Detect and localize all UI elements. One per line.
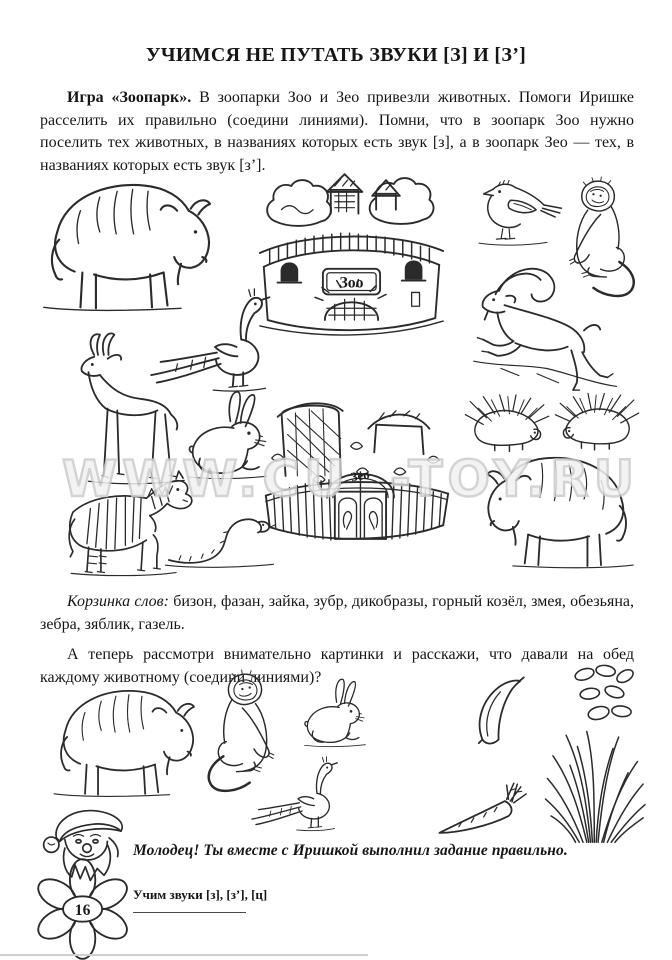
intro-text: В зоопарки Зоо и Зео привезли животных. Помоги Иришке расселить их правильно (соедини линиями). Помни, что в зоопарк Зоо нужно поселить тех животных, в названиях которых есть звук [з], а в зоопарк Зео — тех, в названиях которых есть звук [з’]. (40, 89, 634, 174)
page-number-flower (20, 860, 152, 958)
page-title: УЧИМСЯ НЕ ПУТАТЬ ЗВУКИ [З] И [З’] (145, 44, 527, 66)
bison2-illustration (462, 445, 640, 575)
grains-illustration (562, 662, 644, 728)
basket-lead: Корзинка слов: (67, 593, 169, 610)
footer-series-text: Учим звуки [з], [з’], [ц] (133, 887, 268, 902)
praise-text: Молодец! Ты вместе с Иришкой выполнил задание правильно. (133, 842, 568, 859)
zoo-sign-zeo: Зео (349, 467, 371, 485)
task2-paragraph: А теперь рассмотри внимательно картинки и расскажи, что давали на обед каждому животному (соедини линиями)? (40, 646, 634, 686)
footer-underline (133, 912, 246, 913)
mountain-goat-illustration (442, 260, 632, 400)
page-number: 16 (74, 901, 91, 919)
carrot-illustration (432, 778, 530, 840)
basket-paragraph (40, 591, 634, 636)
pheasant-illustration-2 (222, 754, 374, 832)
watermark-right: -TOY.RU (390, 450, 640, 508)
banana-illustration (468, 674, 540, 752)
zoo-building-zeo (256, 388, 458, 553)
snake-illustration (162, 500, 282, 572)
zoo-sign-zoo: Зоо (339, 274, 364, 292)
watermark-left: WWW.CU (62, 450, 350, 508)
intro-paragraph (40, 87, 634, 177)
grass-illustration (532, 724, 650, 846)
intro-lead: Игра «Зоопарк». (67, 89, 192, 106)
rabbit-illustration-2 (288, 676, 380, 748)
finch-illustration (452, 172, 567, 250)
basket-words: бизон, фазан, зайка, зубр, дикобразы, горный козёл, змея, обезьяна, зебра, зяблик, газель. (40, 593, 634, 633)
scan-artifact-line (0, 954, 368, 956)
